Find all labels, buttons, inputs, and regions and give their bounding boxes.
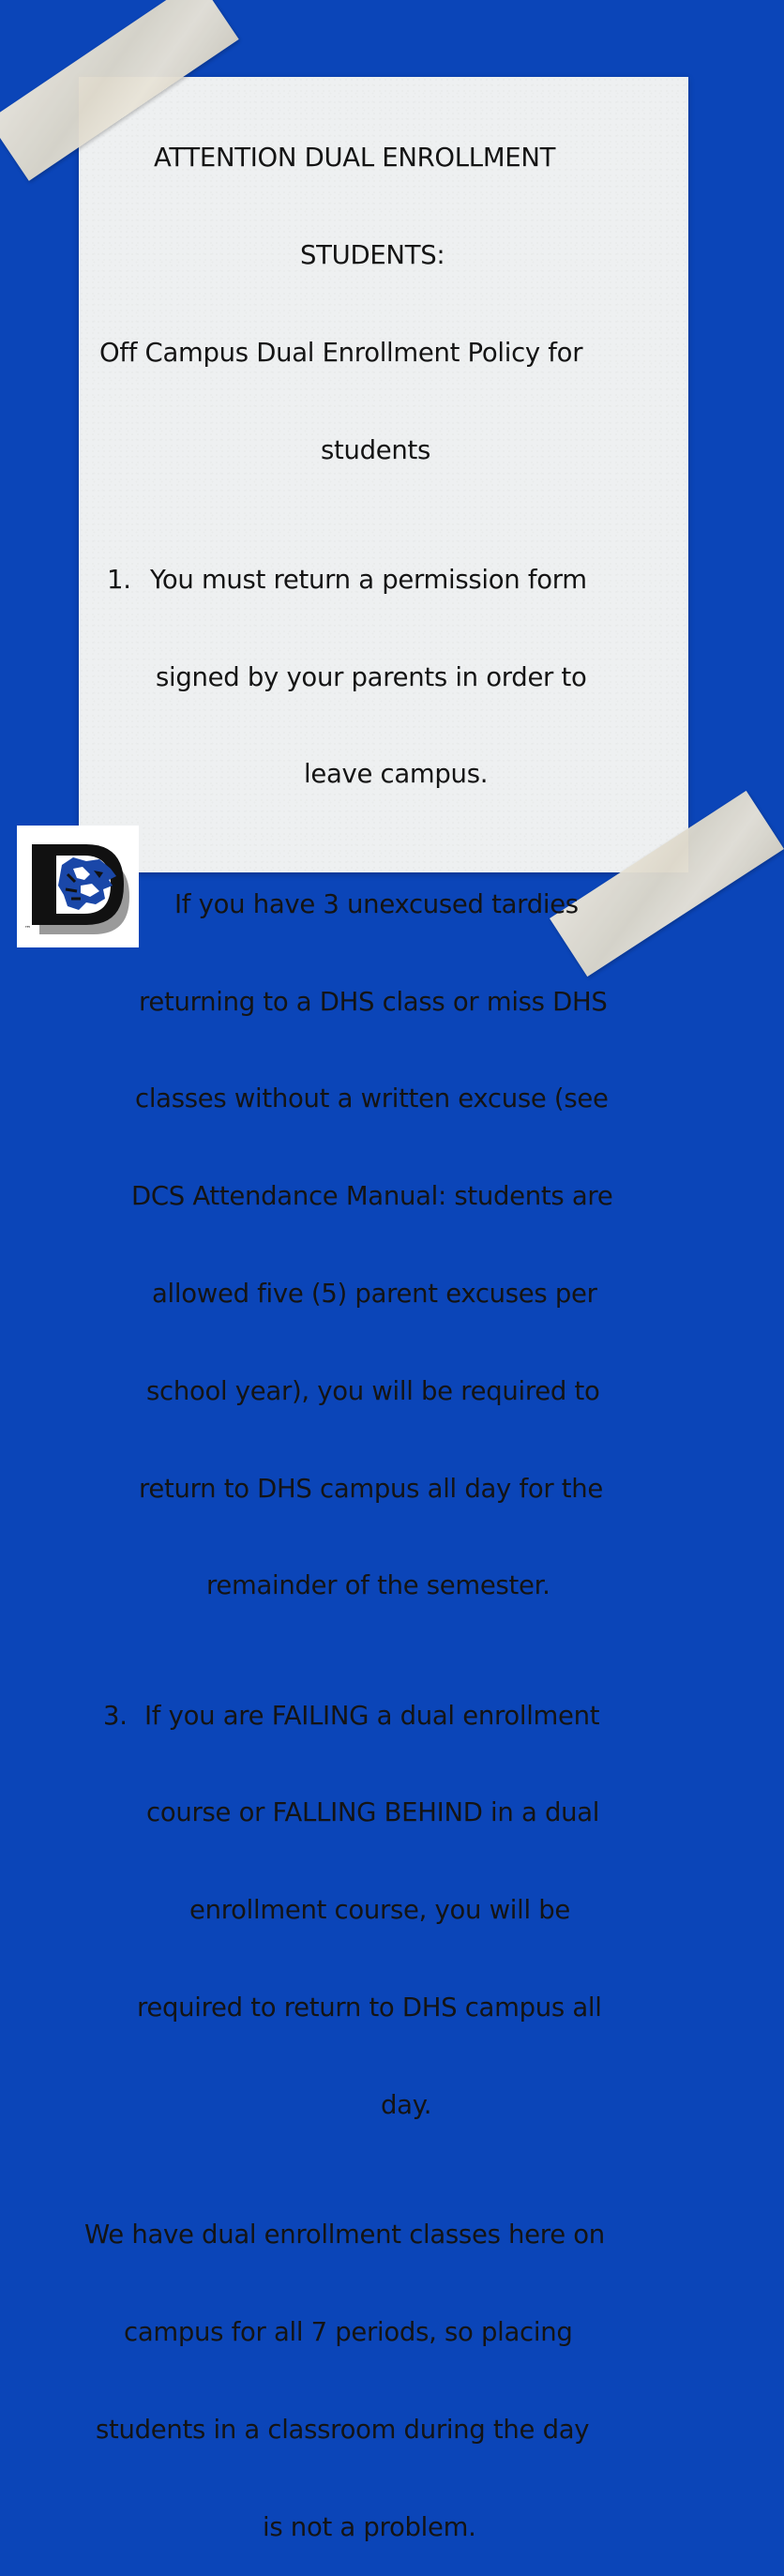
closing-line: We have dual enrollment classes here on [84,2220,605,2250]
closing-line: campus for all 7 periods, so placing [124,2316,573,2347]
tiger-d-logo-icon [24,837,133,938]
list-item-3-line: enrollment course, you will be [189,1895,571,1926]
svg-text:™: ™ [24,925,31,932]
list-item-2-line: classes without a written excuse (see [135,1083,609,1114]
list-item-2-line: allowed five (5) parent excuses per [152,1278,597,1309]
list-item-1-line: signed by your parents in order to [156,661,587,692]
closing-line: students in a classroom during the day [96,2414,590,2445]
list-item-3-line: 3. If you are FAILING a dual enrollment [103,1700,600,1731]
subheading-line: Off Campus Dual Enrollment Policy for [99,337,583,368]
item-3-number: 3. [103,1700,128,1731]
list-item-1-line: leave campus. [304,759,489,790]
closing-line: is not a problem. [263,2511,476,2542]
list-item-2-line: returning to a DHS class or miss DHS [139,986,608,1017]
list-item-3-line: required to return to DHS campus all [137,1993,602,2023]
heading-line: ATTENTION DUAL ENROLLMENT [154,143,556,174]
list-item-2-line: DCS Attendance Manual: students are [131,1181,613,1212]
list-item-2-line: remainder of the semester. [206,1570,550,1601]
school-logo [17,826,139,947]
list-item-3-line: day. [381,2089,432,2120]
list-item-3-line: course or FALLING BEHIND in a dual [146,1797,600,1828]
list-item-2-line: return to DHS campus all day for the [139,1473,604,1504]
notice-text [79,77,698,2576]
list-item-1-line: 1. You must return a permission form [107,564,587,595]
list-item-2-line: school year), you will be required to [146,1375,600,1406]
heading-line: STUDENTS: [300,239,445,270]
list-item-2-line: If you have 3 unexcused tardies [79,888,698,921]
item-1-number: 1. [107,564,131,595]
subheading-line: students [321,434,431,465]
